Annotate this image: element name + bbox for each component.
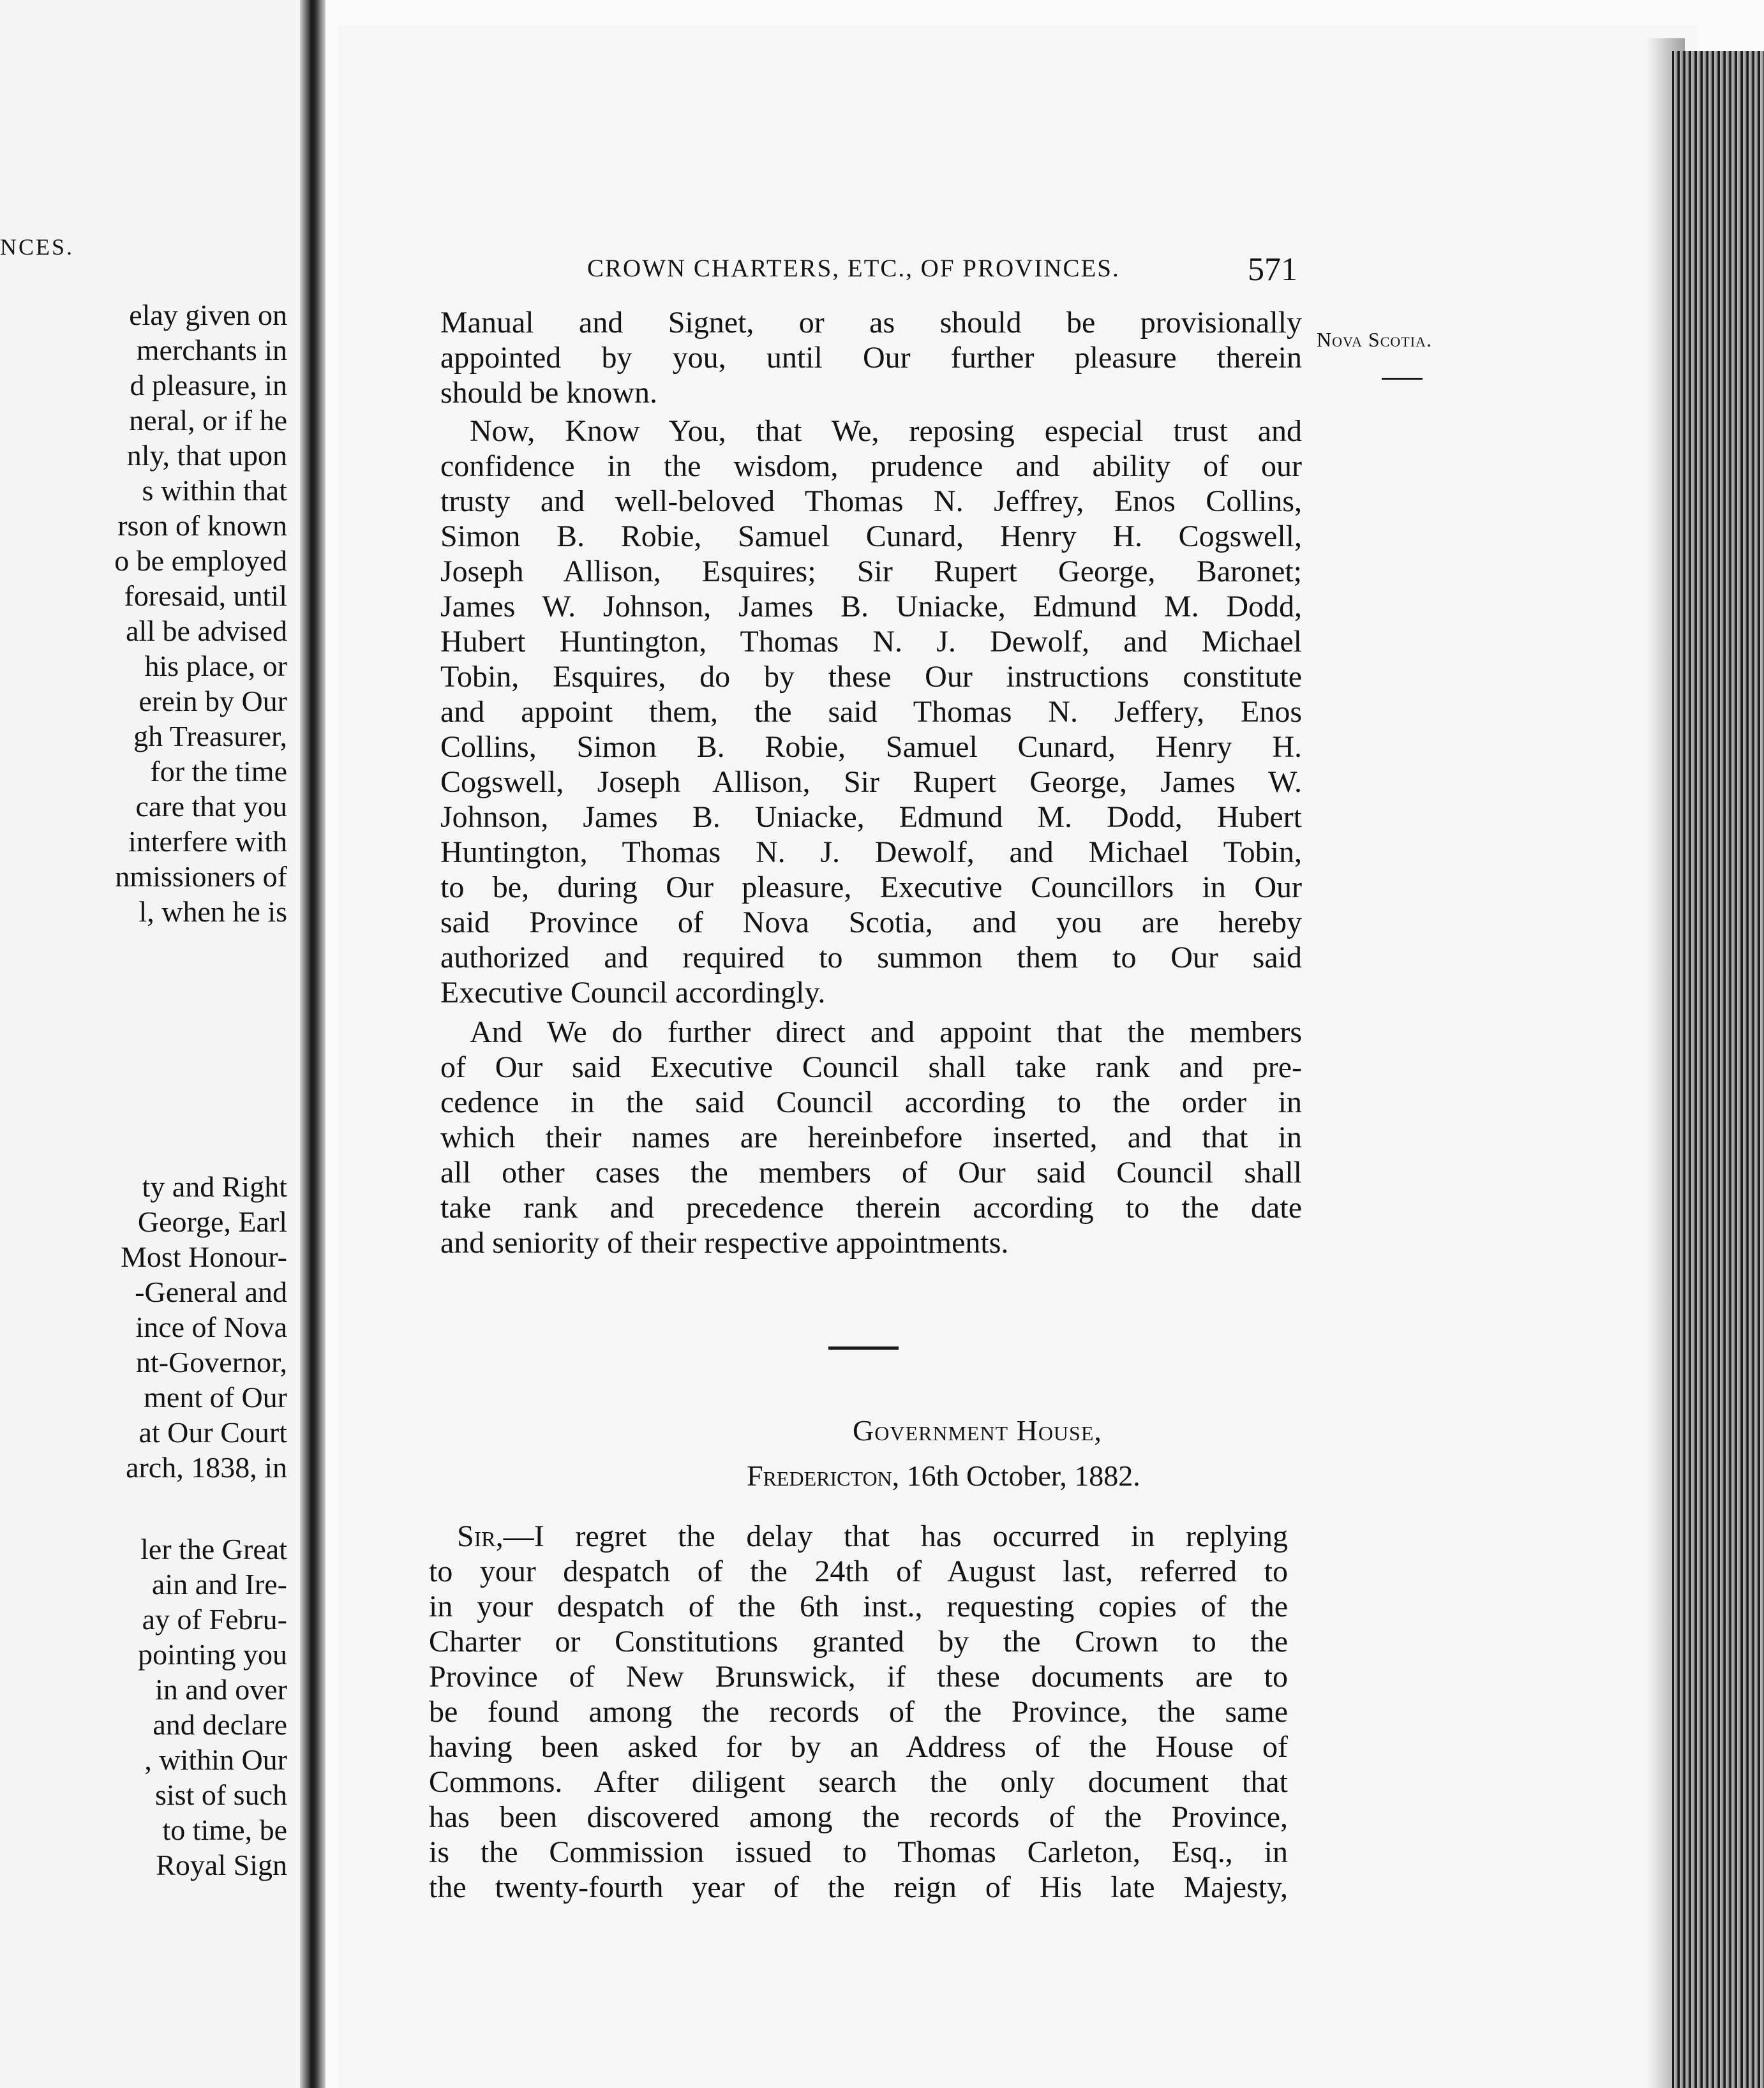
left-text-line: ment of Our [144,1381,287,1413]
text-line: having been asked for by an Address of the House of [429,1730,1288,1764]
left-text-line: Most Honour- [120,1241,287,1273]
left-facing-page [0,0,319,2088]
letter-first-line-text: —I regret the delay that has occurred in replying [503,1519,1288,1553]
left-text-line: erein by Our [138,685,287,717]
text-line: all other cases the members of Our said Council shall [440,1156,1302,1189]
margin-note: Nova Scotia. [1317,328,1432,351]
letter-dateline [747,1459,1140,1493]
text-line: confidence in the wisdom, prudence and ability of our [440,449,1302,483]
left-text-line: s within that [142,474,287,507]
text-line: appointed by you, until Our further pleasure therein [440,341,1302,375]
text-line: Tobin, Esquires, do by these Our instructions constitute [440,660,1302,694]
left-running-head: NCES. [0,234,75,260]
letter-place: Government House, [853,1414,1102,1447]
page-number: 571 [1248,251,1297,288]
text-line: cedence in the said Council according to the order in [440,1085,1302,1119]
left-text-line: and declare [153,1708,287,1741]
left-text-line: interfere with [128,825,287,858]
left-text-line: nly, that upon [126,439,287,472]
text-line: is the Commission issued to Thomas Carleton, Esq., in [429,1835,1288,1869]
text-line: Collins, Simon B. Robie, Samuel Cunard, Henry H. [440,730,1302,764]
left-text-line: ler the Great [140,1533,287,1565]
text-line: Now, Know You, that We, reposing especial trust and [470,414,1302,448]
left-text-line: at Our Court [138,1416,287,1449]
left-text-line: pointing you [138,1638,287,1671]
left-text-line: ince of Nova [135,1311,287,1343]
left-text-line: ty and Right [142,1170,287,1203]
left-text-line: George, Earl [137,1205,287,1238]
text-line: to your despatch of the 24th of August last, referred to [429,1555,1288,1588]
page-stack-edge [1672,51,1764,2088]
margin-note-dash [1382,378,1423,380]
left-text-line: in and over [155,1673,287,1706]
text-line: in your despatch of the 6th inst., requesting copies of the [429,1590,1288,1623]
left-text-line: ain and Ire- [152,1568,287,1600]
book-gutter [300,0,325,2088]
left-text-line: o be employed [114,544,287,577]
text-line: to be, during Our pleasure, Executive Councillors in Our [440,870,1302,904]
text-line: Cogswell, Joseph Allison, Sir Rupert George, James W. [440,765,1302,799]
left-text-line: l, when he is [138,895,287,928]
text-line: Hubert Huntington, Thomas N. J. Dewolf, and Michael [440,625,1302,659]
section-separator [828,1346,899,1350]
text-line: which their names are hereinbefore inserted, and that in [440,1121,1302,1154]
left-text-line: care that you [135,790,287,823]
text-line: And We do further direct and appoint that the members [470,1015,1302,1049]
left-text-line: d pleasure, in [130,369,287,401]
text-line: should be known. [440,376,657,410]
left-text-line: nt-Governor, [135,1346,287,1378]
text-line: has been discovered among the records of the Province, [429,1800,1288,1834]
text-line: and seniority of their respective appointments. [440,1226,1009,1260]
text-line: Manual and Signet, or as should be provisionally [440,306,1302,339]
text-line: Joseph Allison, Esquires; Sir Rupert George, Baronet; [440,555,1302,588]
text-line: Charter or Constitutions granted by the Crown to the [429,1625,1288,1659]
text-line: of Our said Executive Council shall take rank and pre- [440,1050,1302,1084]
left-text-line: his place, or [144,650,287,682]
left-text-line: , within Our [144,1743,287,1776]
text-line: be found among the records of the Province, the same [429,1695,1288,1729]
salutation: Sir, [457,1519,504,1553]
text-line: said Province of Nova Scotia, and you are hereby [440,906,1302,939]
left-text-line: nmissioners of [115,860,287,893]
left-text-line: arch, 1838, in [126,1451,287,1484]
text-line: trusty and well-beloved Thomas N. Jeffrey, Enos Collins, [440,484,1302,518]
letter-city: Fredericton, [747,1459,900,1492]
text-line: Province of New Brunswick, if these documents are to [429,1660,1288,1694]
text-line: authorized and required to summon them to Our said [440,941,1302,974]
text-line: Johnson, James B. Uniacke, Edmund M. Dodd, Hubert [440,800,1302,834]
left-text-line: to time, be [162,1814,287,1846]
left-text-line: elay given on [129,299,287,331]
left-text-line: gh Treasurer, [133,720,287,752]
text-line: take rank and precedence therein according to the date [440,1191,1302,1225]
left-text-line: rson of known [117,509,287,542]
left-text-line: merchants in [136,334,287,366]
text-line: the twenty-fourth year of the reign of His late Majesty, [429,1870,1288,1904]
text-line: Executive Council accordingly. [440,976,826,1010]
left-text-line: sist of such [155,1779,287,1811]
text-line: Huntington, Thomas N. J. Dewolf, and Michael Tobin, [440,835,1302,869]
left-text-line: neral, or if he [129,404,287,436]
left-text-line: for the time [150,755,287,787]
letter-date: 16th October, 1882. [906,1459,1140,1492]
text-line: and appoint them, the said Thomas N. Jeffery, Enos [440,695,1302,729]
text-line [457,1519,1288,1554]
text-line: Commons. After diligent search the only document that [429,1765,1288,1799]
left-text-line: -General and [135,1276,287,1308]
text-line: James W. Johnson, James B. Uniacke, Edmund M. Dodd, [440,590,1302,623]
left-text-line: all be advised [126,615,287,647]
text-line: Simon B. Robie, Samuel Cunard, Henry H. Cogswell, [440,519,1302,553]
left-text-line: Royal Sign [156,1849,287,1881]
left-text-line: foresaid, until [124,579,287,612]
left-text-line: ay of Febru- [142,1603,287,1636]
running-head: CROWN CHARTERS, ETC., OF PROVINCES. [587,255,1120,282]
